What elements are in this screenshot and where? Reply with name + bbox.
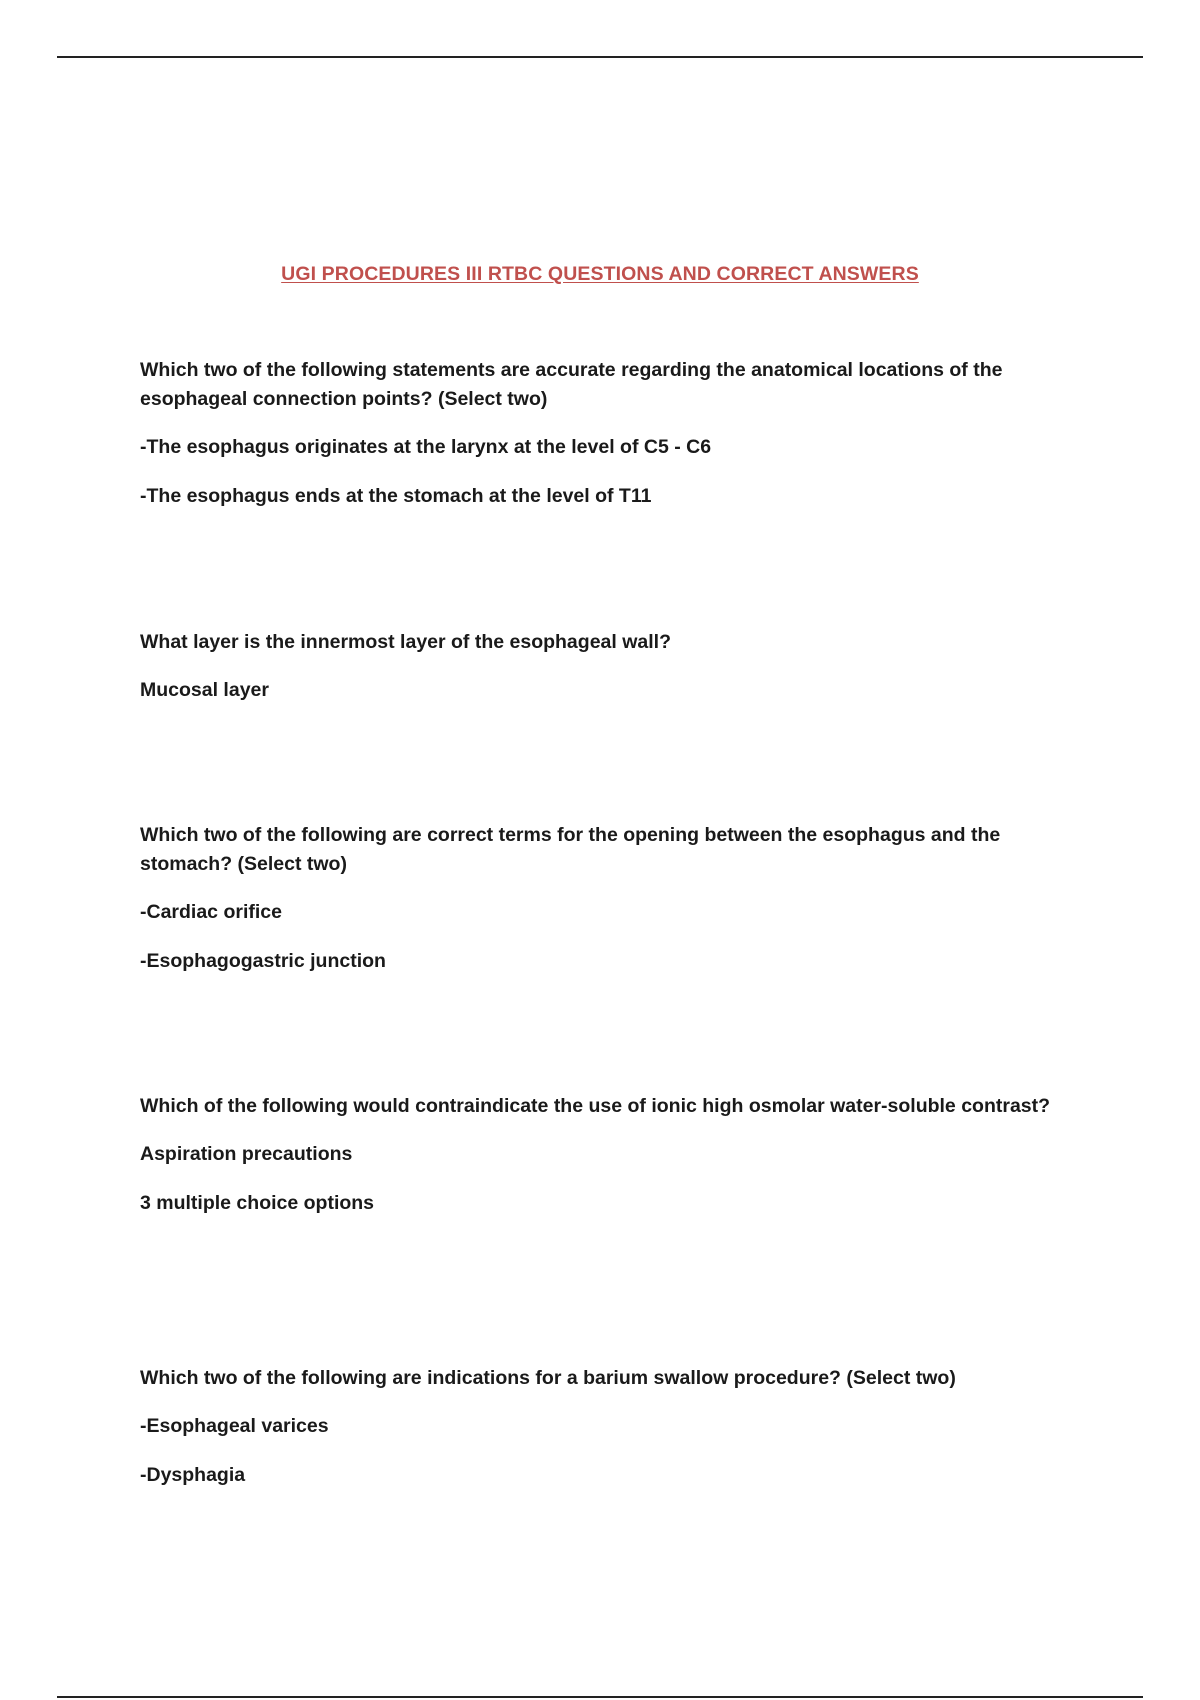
answer-1-2: -The esophagus ends at the stomach at the level of T11 xyxy=(140,485,652,507)
answer-3-2: -Esophagogastric junction xyxy=(140,950,386,972)
question-2: What layer is the innermost layer of the esophageal wall? xyxy=(140,631,671,653)
answer-4-2: 3 multiple choice options xyxy=(140,1192,375,1214)
header-rule xyxy=(57,56,1143,58)
qa-block-4 xyxy=(140,1092,1060,1238)
answer-5-1: -Esophageal varices xyxy=(140,1415,329,1437)
question-4: Which of the following would contraindicate the use of ionic high osmolar water-soluble contrast? xyxy=(140,1095,1051,1117)
answer-1-1: -The esophagus originates at the larynx at the level of C5 - C6 xyxy=(140,436,712,458)
question-5: Which two of the following are indications for a barium swallow procedure? (Select two) xyxy=(140,1367,956,1389)
question-1: Which two of the following statements are accurate regarding the anatomical locations of the esophageal connection points? (Select two) xyxy=(140,359,1003,410)
answer-4-1: Aspiration precautions xyxy=(140,1143,353,1165)
answer-3-1: -Cardiac orifice xyxy=(140,901,282,923)
answer-2-1: Mucosal layer xyxy=(140,679,269,701)
qa-block-2 xyxy=(140,628,1060,725)
question-3: Which two of the following are correct terms for the opening between the esophagus and the stomach? (Select two) xyxy=(140,824,1001,875)
qa-block-3 xyxy=(140,821,1060,996)
qa-block-5 xyxy=(140,1364,1060,1510)
footer-rule xyxy=(57,1696,1143,1698)
answer-5-2: -Dysphagia xyxy=(140,1464,246,1486)
document-title: UGI PROCEDURES III RTBC QUESTIONS AND CORRECT ANSWERS xyxy=(281,263,919,285)
qa-block-1 xyxy=(140,356,1060,531)
